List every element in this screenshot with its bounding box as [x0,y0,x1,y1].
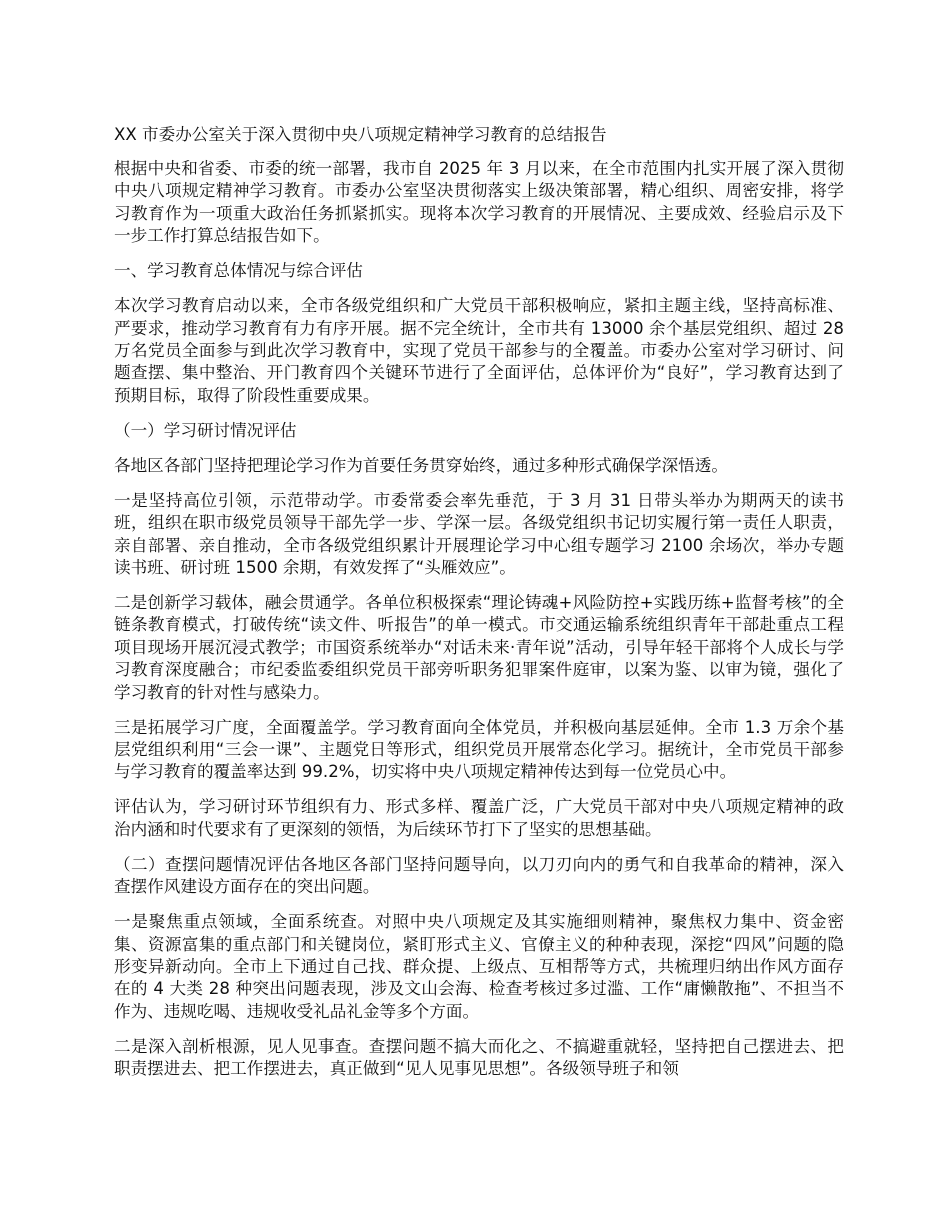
document-page [114,124,844,1093]
intro-paragraph: 根据中央和省委、市委的统一部署，我市自 2025 年 3 月以来，在全市范围内扎实开展了深入贯彻中央八项规定精神学习教育。市委办公室坚决贯彻落实上级决策部署，精心组织、周密安排，将学习教育作为一项重大政治任务抓紧抓实。现将本次学习教育的开展情况、主要成效、经验启示及下一步工作打算总结报告如下。 [114,158,844,246]
subsection-1-intro: 各地区各部门坚持把理论学习作为首要任务贯穿始终，通过多种形式确保学深悟透。 [114,455,728,475]
problem-point-2-paragraph: 二是深入剖析根源，见人见事查。查摆问题不搞大而化之、不搞避重就轻，坚持把自己摆进去、把职责摆进去、把工作摆进去，真正做到“见人见事见思想”。各级领导班子和领 [114,1036,844,1079]
assessment-paragraph: 评估认为，学习研讨环节组织有力、形式多样、覆盖广泛，广大党员干部对中央八项规定精神的政治内涵和时代要求有了更深刻的领悟，为后续环节打下了坚实的思想基础。 [114,797,844,839]
problem-point-1-paragraph: 一是聚焦重点领域，全面系统查。对照中央八项规定及其实施细则精神，聚焦权力集中、资金密集、资源富集的重点部门和关键岗位，紧盯形式主义、官僚主义的种种表现，深挖“四风”问题的隐形变异新动向。全市上下通过自己找、群众提、上级点、互相帮等方式，共梳理归纳出作风方面存在的 4 大类 28 种突出问题表现，涉及文山会海、检查考核过多过滥、工作“庸懒散拖”、不担当不作为、违规吃喝、违规收受礼品礼金等多个方面。 [114,912,844,1021]
point-3-paragraph: 三是拓展学习广度，全面覆盖学。学习教育面向全体党员，并积极向基层延伸。全市 1.3 万余个基层党组织利用“三会一课”、主题党日等形式，组织党员开展常态化学习。据统计，全市党员干部参与学习教育的覆盖率达到 99.2%，切实将中央八项规定精神传达到每一位党员心中。 [114,717,844,782]
subsection-heading-1: （一）学习研讨情况评估 [114,420,297,440]
document-title: XX 市委办公室关于深入贯彻中央八项规定精神学习教育的总结报告 [114,125,607,144]
point-1-paragraph: 一是坚持高位引领，示范带动学。市委常委会率先垂范，于 3 月 31 日带头举办为期两天的读书班，组织在职市级党员领导干部先学一步、学深一层。各级党组织书记切实履行第一责任人职责，亲自部署、亲自推动，全市各级党组织累计开展理论学习中心组专题学习 2100 余场次，举办专题读书班、研讨班 1500 余期，有效发挥了“头雁效应”。 [114,490,844,577]
point-2-paragraph: 二是创新学习载体，融会贯通学。各单位积极探索“理论铸魂+风险防控+实践历练+监督考核”的全链条教育模式，打破传统“读文件、听报告”的单一模式。市交通运输系统组织青年干部赴重点工程项目现场开展沉浸式教学；市国资系统举办“对话未来·青年说”活动，引导年轻干部将个人成长与学习教育深度融合；市纪委监委组织党员干部旁听职务犯罪案件庭审，以案为鉴、以审为镜，强化了学习教育的针对性与感染力。 [114,592,844,702]
section-heading-1: 一、学习教育总体情况与综合评估 [114,261,363,281]
subsection-heading-2: （二）查摆问题情况评估各地区各部门坚持问题导向，以刀刃向内的勇气和自我革命的精神，深入查摆作风建设方面存在的突出问题。 [114,854,844,897]
section-1-paragraph: 本次学习教育启动以来，全市各级党组织和广大党员干部积极响应，紧扣主题主线，坚持高标准、严要求，推动学习教育有力有序开展。据不完全统计，全市共有 13000 余个基层党组织、超过 28 万名党员全面参与到此次学习教育中，实现了党员干部参与的全覆盖。市委办公室对学习研讨、问题查摆、集中整治、开门教育四个关键环节进行了全面评估，总体评价为“良好”，学习教育达到了预期目标，取得了阶段性重要成果。 [114,296,844,405]
